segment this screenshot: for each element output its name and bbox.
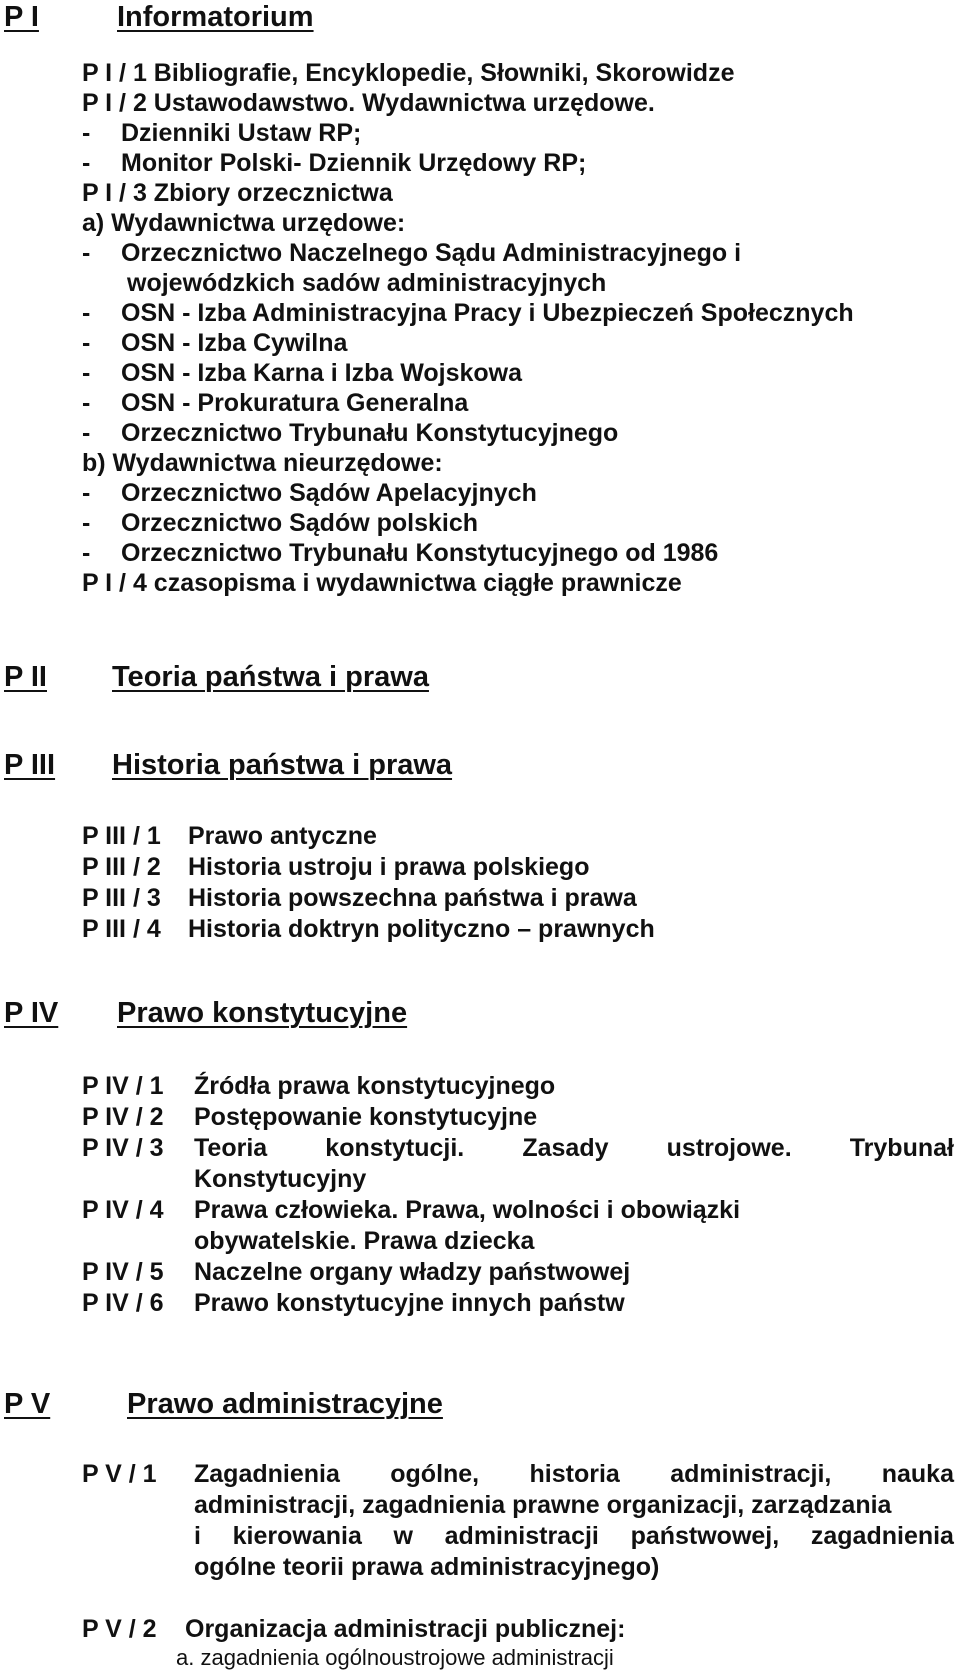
section-code: P I <box>4 1 39 33</box>
item-text: Źródła prawa konstytucyjnego <box>194 1072 556 1100</box>
list-item: - OSN - Izba Administracyjna Pracy i Ubezpieczeń Społecznych <box>82 299 854 327</box>
item-text-continued: ogólne teorii prawa administracyjnego) <box>194 1553 660 1581</box>
list-item: - Orzecznictwo Sądów polskich <box>82 509 479 537</box>
list-item <box>82 1257 630 1287</box>
item-text-continued: administracji, zagadnienia prawne organizacji, zarządzania <box>194 1491 892 1519</box>
item-code: P IV / 2 <box>82 1103 164 1131</box>
list-item: - OSN - Izba Karna i Izba Wojskowa <box>82 359 523 387</box>
item-code: P IV / 5 <box>82 1258 164 1286</box>
list-item <box>82 1071 555 1101</box>
list-item: - Orzecznictwo Naczelnego Sądu Administracyjnego i <box>82 239 742 267</box>
item-text: Postępowanie konstytucyjne <box>194 1103 538 1131</box>
item-code: P IV / 4 <box>82 1196 164 1224</box>
section-title: Historia państwa i prawa <box>112 749 453 781</box>
list-item <box>82 1102 537 1132</box>
item-text: Historia ustroju i prawa polskiego <box>188 853 590 881</box>
list-item: - Orzecznictwo Trybunału Konstytucyjnego od 1986 <box>82 539 719 567</box>
section-code: P IV <box>4 997 59 1029</box>
section-title: Prawo administracyjne <box>127 1388 443 1420</box>
section-code: P III <box>4 749 56 781</box>
list-item: a) Wydawnictwa urzędowe: <box>82 209 406 237</box>
list-item: P I / 3 Zbiory orzecznictwa <box>82 179 393 207</box>
list-item <box>82 914 655 944</box>
item-text: Teoria konstytucji. Zasady ustrojowe. Trybunał <box>194 1134 954 1162</box>
sub-list-item: a. zagadnienia ogólnoustrojowe administracji <box>176 1645 614 1670</box>
list-item <box>82 1195 740 1225</box>
item-text: Organizacja administracji publicznej: <box>185 1615 626 1643</box>
list-item <box>82 1614 625 1644</box>
item-text: Prawo konstytucyjne innych państw <box>194 1289 625 1317</box>
list-item: P I / 1 Bibliografie, Encyklopedie, Słowniki, Skorowidze <box>82 59 735 87</box>
section-title: Prawo konstytucyjne <box>117 997 408 1029</box>
item-text: Historia powszechna państwa i prawa <box>188 884 637 912</box>
section-code: P II <box>4 661 47 693</box>
item-code: P V / 1 <box>82 1460 157 1488</box>
list-item: P I / 2 Ustawodawstwo. Wydawnictwa urzędowe. <box>82 89 655 117</box>
list-item <box>82 852 589 882</box>
item-text-continued: obywatelskie. Prawa dziecka <box>194 1227 535 1255</box>
list-item: - Dzienniki Ustaw RP; <box>82 119 362 147</box>
list-item <box>82 1288 625 1318</box>
item-code: P III / 3 <box>82 884 161 912</box>
list-item <box>82 821 377 851</box>
list-item: wojewódzkich sadów administracyjnych <box>127 269 607 297</box>
item-code: P III / 2 <box>82 853 161 881</box>
section-title: Informatorium <box>117 1 314 33</box>
item-code: P IV / 3 <box>82 1134 164 1162</box>
list-item: P I / 4 czasopisma i wydawnictwa ciągłe prawnicze <box>82 569 682 597</box>
item-code: P III / 4 <box>82 915 161 943</box>
item-text: Naczelne organy władzy państwowej <box>194 1258 631 1286</box>
item-text: Zagadnienia ogólne, historia administracji, nauka <box>194 1460 954 1488</box>
list-item: - Orzecznictwo Sądów Apelacyjnych <box>82 479 537 507</box>
item-code: P IV / 1 <box>82 1072 164 1100</box>
section-code: P V <box>4 1388 51 1420</box>
list-item: - OSN - Izba Cywilna <box>82 329 348 357</box>
item-code: P V / 2 <box>82 1615 157 1643</box>
item-text-continued: i kierowania w administracji państwowej, zagadnienia <box>194 1522 954 1550</box>
item-text: Prawa człowieka. Prawa, wolności i obowiązki <box>194 1196 741 1224</box>
list-item <box>82 883 637 913</box>
item-code: P III / 1 <box>82 822 161 850</box>
list-item: - Monitor Polski- Dziennik Urzędowy RP; <box>82 149 587 177</box>
section-title: Teoria państwa i prawa <box>112 661 429 693</box>
item-code: P IV / 6 <box>82 1289 164 1317</box>
item-text: Prawo antyczne <box>188 822 377 850</box>
list-item <box>82 1133 194 1163</box>
item-text-continued: Konstytucyjny <box>194 1165 367 1193</box>
list-item: b) Wydawnictwa nieurzędowe: <box>82 449 443 477</box>
list-item: - OSN - Prokuratura Generalna <box>82 389 469 417</box>
list-item: - Orzecznictwo Trybunału Konstytucyjnego <box>82 419 619 447</box>
item-text: Historia doktryn polityczno – prawnych <box>188 915 655 943</box>
